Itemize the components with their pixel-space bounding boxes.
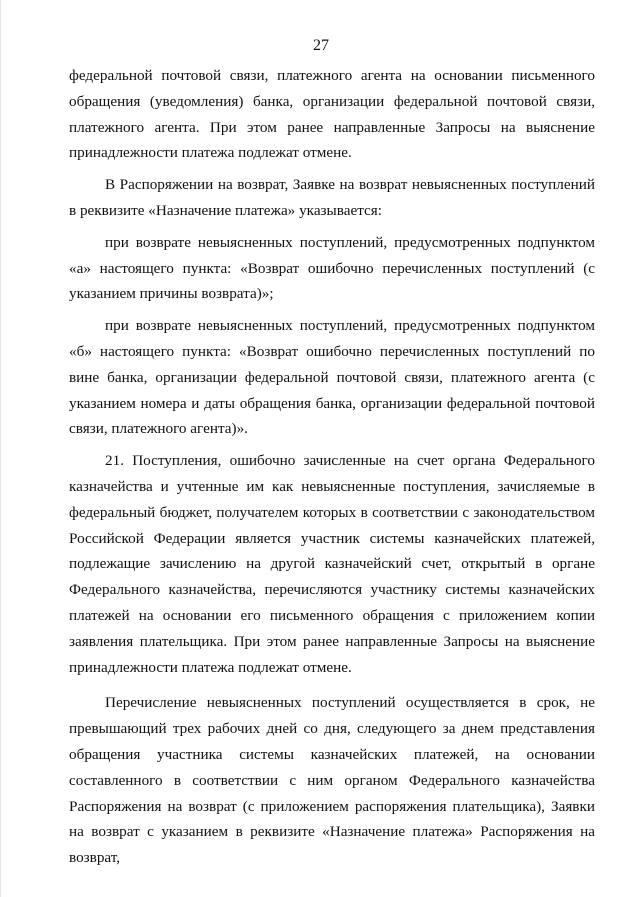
paragraph-purpose-field: В Распоряжении на возврат, Заявке на возврат невыясненных поступлений в реквизите «Назначение платежа» указывается: [69,176,595,219]
paragraph-transfer-terms: Перечисление невыясненных поступлений осуществляется в срок, не превышающий трех рабочих дней со дня, следующего за днем представления обращения участника системы казначейских платежей, на основании составленного в соответствии с ним органом Федерального казначейства Распоряжения на возврат (с приложением распоряжения плательщика), Заявки на возврат с указанием в реквизите «Назначение платежа» Распоряжения на возврат, [69,694,595,867]
paragraph-item-21: 21. Поступления, ошибочно зачисленные на счет органа Федерального казначейства и учтенные им как невыясненные поступления, зачисляемые в федеральный бюджет, получателем которых в соответствии с законодательством Российской Федерации является участник системы казначейских платежей, подлежащие зачислению на другой казначейский счет, открытый в органе Федерального казначейства, перечисляются участнику системы казначейских платежей на основании его письменного обращения с приложением копии заявления плательщика. При этом ранее направленные Запросы на выяснение принадлежности платежа подлежат отмене. [69,452,595,676]
page-body [69,63,595,871]
page-number: 27 [313,37,329,54]
paragraph-subitem-b: при возврате невыясненных поступлений, предусмотренных подпунктом «б» настоящего пункта: «Возврат ошибочно перечисленных поступлений по вине банка, организации федеральной почтовой связи, платежного агента (с указанием номера и даты обращения банка, организации федеральной почтовой связи, платежного агента)». [69,317,595,438]
paragraph-continuation: федеральной почтовой связи, платежного агента на основании письменного обращения (уведомления) банка, организации федеральной почтовой связи, платежного агента. При этом ранее направленные Запросы на выяснение принадлежности платежа подлежат отмене. [69,67,595,162]
paragraph-subitem-a: при возврате невыясненных поступлений, предусмотренных подпунктом «а» настоящего пункта: «Возврат ошибочно перечисленных поступлений (с указанием причины возврата)»; [69,233,595,303]
